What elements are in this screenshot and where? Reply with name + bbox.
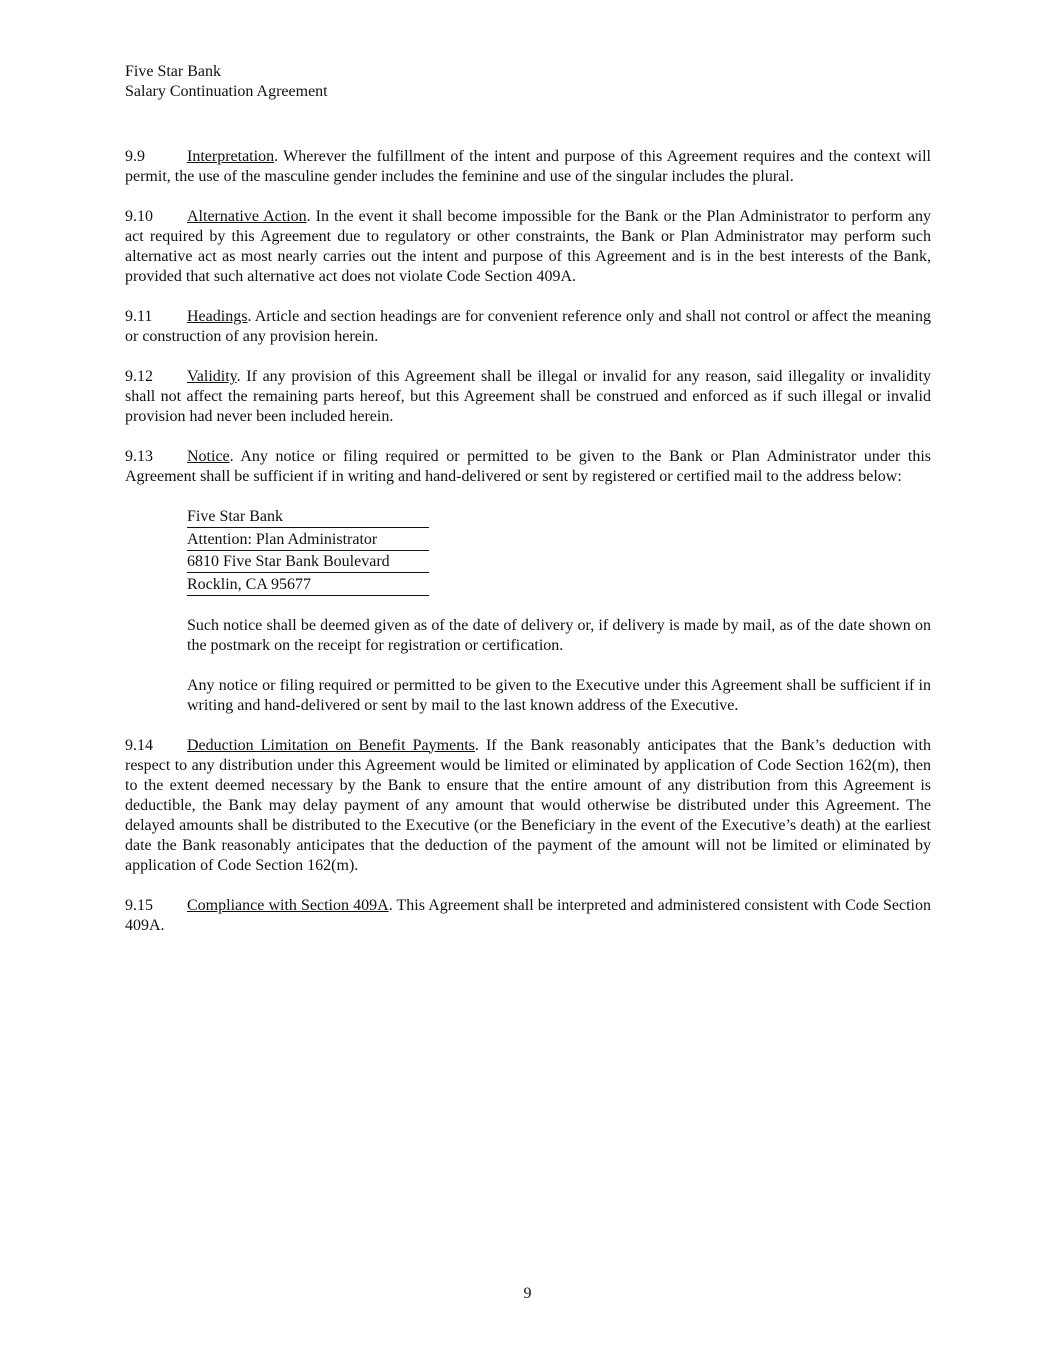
- section-heading: Deduction Limitation on Benefit Payments: [187, 736, 475, 754]
- section-text: . Wherever the fulfillment of the intent and purpose of this Agreement requires and the context will permit, the use of the masculine gender includes the feminine and use of the singular includes the plural.: [125, 148, 931, 185]
- page-header: [125, 62, 328, 102]
- section-9-15: [125, 896, 931, 936]
- section-number: 9.10: [125, 208, 153, 225]
- section-text: . If any provision of this Agreement shall be illegal or invalid for any reason, said illegality or invalidity shall not affect the remaining parts hereof, but this Agreement shall be construed and enforced as if such illegal or invalid provision had never been included herein.: [125, 368, 931, 425]
- section-number: 9.13: [125, 448, 153, 465]
- section-text: . Article and section headings are for convenient reference only and shall not control or affect the meaning or construction of any provision herein.: [125, 308, 931, 345]
- address-line-city: Rocklin, CA 95677: [187, 575, 429, 596]
- section-number: 9.12: [125, 368, 153, 385]
- document-body: [125, 147, 931, 956]
- page-number: 9: [523, 1285, 532, 1302]
- address-line-street: 6810 Five Star Bank Boulevard: [187, 552, 429, 573]
- section-heading: Headings: [187, 308, 248, 325]
- section-9-12: [125, 367, 931, 427]
- section-text: . Any notice or filing required or permitted to be given to the Bank or Plan Administrator under this Agreement shall be sufficient if in writing and hand-delivered or sent by registered or certified mail to the address below:: [125, 448, 931, 485]
- section-heading: Notice: [187, 448, 230, 465]
- notice-executive-paragraph: Any notice or filing required or permitted to be given to the Executive under this Agreement shall be sufficient if in writing and hand-delivered or sent by mail to the last known address of the Executive.: [187, 676, 931, 714]
- section-text: . This Agreement shall be interpreted and administered consistent with Code Section 409A.: [125, 896, 931, 934]
- section-heading: Compliance with Section 409A: [187, 896, 389, 914]
- header-document-title: Salary Continuation Agreement: [125, 83, 328, 100]
- section-9-13: [125, 447, 931, 487]
- section-9-14: [125, 736, 931, 876]
- section-number: 9.11: [125, 308, 153, 325]
- section-9-9: [125, 147, 931, 187]
- section-heading: Validity: [187, 368, 237, 385]
- section-text: . If the Bank reasonably anticipates that the Bank’s deduction with respect to any distribution under this Agreement would be limited or eliminated by application of Code Section 162(m), then to the extent deemed necessary by the Bank to ensure that the entire amount of any distribution from this Agreement is deductible, the Bank may delay payment of any amount that would otherwise be distributed under this Agreement. The delayed amounts shall be distributed to the Executive (or the Beneficiary in the event of the Executive’s death) at the earliest date the Bank reasonably anticipates that the deduction of the payment of the amount will not be limited or eliminated by application of Code Section 162(m).: [125, 736, 931, 874]
- section-text: . In the event it shall become impossible for the Bank or the Plan Administrator to perform any act required by this Agreement due to regulatory or other constraints, the Bank or Plan Administrator may perform such alternative act as most nearly carries out the intent and purpose of this Agreement and is in the best interests of the Bank, provided that such alternative act does not violate Code Section 409A.: [125, 208, 931, 285]
- address-line-name: Five Star Bank: [187, 507, 429, 528]
- section-heading: Interpretation: [187, 148, 275, 165]
- section-number: 9.15: [125, 896, 153, 914]
- header-company-name: Five Star Bank: [125, 63, 221, 80]
- section-heading: Alternative Action: [187, 208, 307, 225]
- address-line-attention: Attention: Plan Administrator: [187, 530, 429, 551]
- mailing-address-block: [187, 507, 429, 596]
- notice-delivery-paragraph: Such notice shall be deemed given as of the date of delivery or, if delivery is made by mail, as of the date shown on the postmark on the receipt for registration or certification.: [187, 616, 931, 654]
- section-9-10: [125, 207, 931, 287]
- section-9-11: [125, 307, 931, 347]
- section-number: 9.14: [125, 736, 153, 754]
- section-number: 9.9: [125, 148, 145, 165]
